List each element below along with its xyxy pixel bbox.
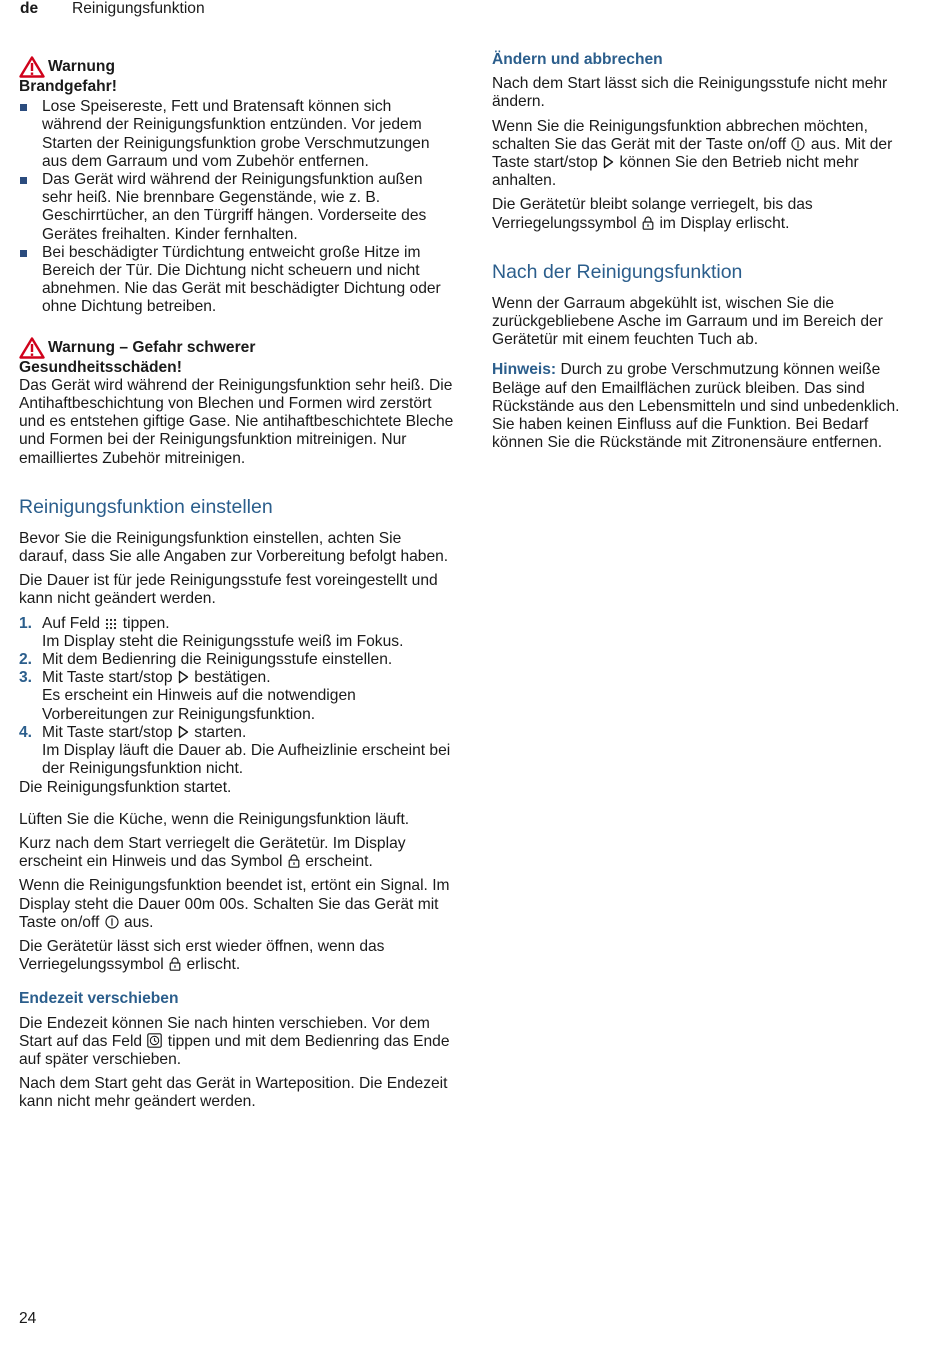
list-item: Das Gerät wird während der Reinigungsfunktion außen sehr heiß. Nie brennbare Gegenstände, wie z. B. Geschirrtücher, an den Türgriff hängen. Vorderseite des Gerätes freihalten. Kinder fernhalten. [19, 171, 454, 244]
start-stop-icon [603, 155, 614, 169]
list-item: Lose Speisereste, Fett und Bratensaft können sich während der Reinigungsfunktion entzünden. Vor jedem Starten der Reinigungsfunktion grobe Verschmutzungen aus dem Garraum und vom Zubehör entfernen. [19, 98, 454, 171]
section-heading: Reinigungsfunktion einstellen [19, 495, 273, 518]
section-endezeit [19, 990, 454, 1111]
paragraph: Die Gerätetür lässt sich erst wieder öffnen, wenn das Verriegelungssymbol erlischt. [19, 937, 385, 974]
on-off-icon [105, 915, 119, 929]
paragraph: Bevor Sie die Reinigungsfunktion einstellen, achten Sie darauf, dass Sie alle Angaben zur Vorbereitung befolgt haben. [19, 529, 449, 566]
warning-title: Warnung [48, 57, 115, 75]
step-item: 3. Mit Taste start/stop bestätigen. Es erscheint ein Hinweis auf die notwendigen Vorbereitungen zur Reinigungsfunktion. [19, 669, 356, 723]
bullet-square-icon [20, 177, 27, 184]
paragraph: Wenn die Reinigungsfunktion beendet ist, ertönt ein Signal. Im Display steht die Dauer 00m 00s. Schalten Sie das Gerät mit Taste on/off aus. [19, 877, 450, 931]
section-heading: Nach der Reinigungsfunktion [492, 260, 743, 283]
warning-triangle-icon [19, 56, 45, 78]
step-list [19, 615, 454, 779]
subsection-heading: Endezeit verschieben [19, 990, 179, 1008]
hinweis-note: Hinweis: Durch zu grobe Verschmutzung können weiße Beläge auf den Emailflächen zurück bleiben. Das sind Rückstände aus den Lebensmitteln und sind unbedenklich. Sie haben keinen Einfluss auf die Funktion. Bei Bedarf können Sie die Rückstände mit Zitronensäure entfernen. [492, 361, 900, 452]
hinweis-label: Hinweis: [492, 361, 557, 379]
cleaning-field-icon [105, 618, 117, 630]
warning-fire [19, 56, 454, 317]
step-item: 4. Mit Taste start/stop starten. Im Display läuft die Dauer ab. Die Aufheizlinie erscheint bei der Reinigungsfunktion nicht. [19, 723, 451, 778]
paragraph: Die Endezeit können Sie nach hinten verschieben. Vor dem Start auf das Feld tippen und mit dem Bedienring das Ende auf später verschieben. [19, 1014, 450, 1068]
running-header-title: Reinigungsfunktion [72, 0, 205, 17]
lock-icon [288, 854, 300, 868]
bullet-square-icon [20, 104, 27, 111]
step-item: 2. Mit dem Bedienring die Reinigungsstufe einstellen. [19, 651, 393, 669]
paragraph: Nach dem Start lässt sich die Reinigungsstufe nicht mehr ändern. [492, 75, 888, 111]
end-time-field-icon [147, 1033, 162, 1048]
subsection-heading: Ändern und abbrechen [492, 51, 663, 68]
lock-icon [642, 216, 654, 230]
warning-health [19, 337, 454, 468]
paragraph: Wenn Sie die Reinigungsfunktion abbrechen möchten, schalten Sie das Gerät mit der Taste on/off aus. Mit der Taste start/stop können Sie den Betrieb nicht mehr anhalten. [492, 117, 893, 190]
right-column [492, 51, 922, 458]
paragraph: Nach dem Start geht das Gerät in Warteposition. Die Endezeit kann nicht mehr geändert werden. [19, 1075, 448, 1111]
paragraph: Die Gerätetür bleibt solange verriegelt, bis das Verriegelungssymbol im Display erlischt. [492, 196, 813, 232]
section-reinigung-einstellen [19, 496, 454, 974]
warning-title: Warnung – Gefahr schwerer [48, 338, 256, 356]
section-nach-reinigung [492, 261, 922, 453]
language-code: de [20, 0, 39, 17]
warning-bullet-list [19, 98, 454, 316]
paragraph: Wenn der Garraum abgekühlt ist, wischen Sie die zurückgebliebene Asche im Garraum und im Bereich der Gerätetür mit einem feuchten Tuch ab. [492, 294, 883, 349]
step-item: 1. Auf Feld tippen. Im Display steht die Reinigungsstufe weiß im Fokus. [19, 614, 404, 650]
warning-triangle-icon [19, 337, 45, 359]
list-item: Bei beschädigter Türdichtung entweicht große Hitze im Bereich der Tür. Die Dichtung nicht scheuern und nicht abnehmen. Nie das Gerät mit beschädigter Dichtung oder ohne Dichtung betreiben. [19, 244, 454, 317]
warning-subtitle: Brandgefahr! [19, 78, 117, 95]
left-column [19, 54, 454, 1118]
paragraph: Lüften Sie die Küche, wenn die Reinigungsfunktion läuft. [19, 810, 410, 828]
page-number: 24 [19, 1310, 37, 1327]
bullet-square-icon [20, 250, 27, 257]
section-aendern-abbrechen [492, 51, 922, 233]
warning-subtitle: Gesundheitsschäden! [19, 358, 182, 376]
lock-icon [169, 957, 181, 971]
paragraph: Kurz nach dem Start verriegelt die Gerätetür. Im Display erscheint ein Hinweis und das Symbol erscheint. [19, 834, 406, 871]
warning-text: Das Gerät wird während der Reinigungsfunktion sehr heiß. Die Antihaftbeschichtung von Blechen und Formen wird zerstört und es entstehen giftige Gase. Nie antihaftbeschichtete Bleche und Formen bei der Reinigungsfunktion mitreinigen. Nur emailliertes Zubehör mitreinigen. [19, 376, 454, 467]
step-result: Die Reinigungsfunktion startet. [19, 778, 232, 796]
on-off-icon [791, 137, 805, 151]
start-stop-icon [178, 725, 189, 739]
start-stop-icon [178, 670, 189, 684]
paragraph: Die Dauer ist für jede Reinigungsstufe fest voreingestellt und kann nicht geändert werden. [19, 572, 438, 608]
